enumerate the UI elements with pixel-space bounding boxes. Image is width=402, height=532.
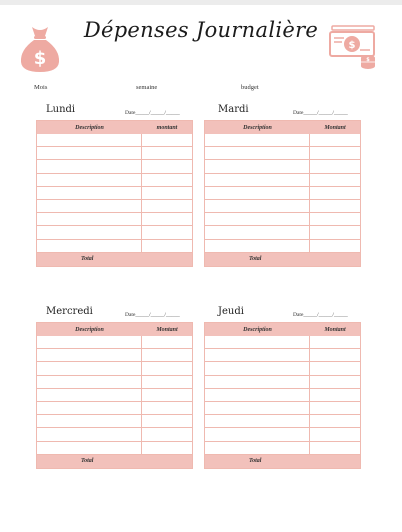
table-row[interactable] bbox=[205, 362, 360, 375]
expense-table-jeudi bbox=[204, 322, 361, 469]
table-header bbox=[205, 121, 360, 134]
table-row[interactable] bbox=[205, 147, 360, 160]
amount-header: Montant bbox=[324, 326, 346, 333]
table-row[interactable] bbox=[205, 187, 360, 200]
page-title: Dépenses Journalière bbox=[83, 18, 319, 42]
table-row[interactable] bbox=[205, 349, 360, 362]
table-row[interactable] bbox=[37, 389, 192, 402]
table-header bbox=[37, 121, 192, 134]
table-row[interactable] bbox=[205, 389, 360, 402]
total-row: Total bbox=[205, 455, 360, 468]
top-bar bbox=[0, 0, 402, 5]
svg-text:$: $ bbox=[366, 57, 370, 63]
budget-label: budget bbox=[241, 84, 259, 91]
description-header: Description bbox=[243, 326, 272, 333]
day-title-lundi: Lundi bbox=[46, 104, 76, 115]
svg-text:$: $ bbox=[33, 48, 47, 69]
expense-table-mercredi bbox=[36, 322, 193, 469]
table-row[interactable] bbox=[37, 226, 192, 239]
table-rows bbox=[205, 336, 360, 455]
table-row[interactable] bbox=[205, 226, 360, 239]
svg-text:$: $ bbox=[348, 40, 356, 51]
amount-header: montant bbox=[156, 124, 178, 131]
table-row[interactable] bbox=[37, 200, 192, 213]
amount-header: Montant bbox=[156, 326, 178, 333]
table-rows bbox=[37, 134, 192, 253]
table-row[interactable] bbox=[37, 134, 192, 147]
date-field-jeudi[interactable]: Date_____/_____/_____ bbox=[293, 312, 348, 318]
table-row[interactable] bbox=[205, 134, 360, 147]
date-field-mardi[interactable]: Date_____/_____/_____ bbox=[293, 110, 348, 116]
table-row[interactable] bbox=[37, 415, 192, 428]
table-rows bbox=[205, 134, 360, 253]
table-row[interactable] bbox=[37, 174, 192, 187]
amount-header: Montant bbox=[324, 124, 346, 131]
date-field-mercredi[interactable]: Date_____/_____/_____ bbox=[125, 312, 180, 318]
table-row[interactable] bbox=[37, 376, 192, 389]
total-row: Total bbox=[37, 253, 192, 266]
table-row[interactable] bbox=[37, 442, 192, 455]
day-title-jeudi: Jeudi bbox=[218, 306, 244, 317]
table-row[interactable] bbox=[37, 147, 192, 160]
table-header bbox=[205, 323, 360, 336]
expense-table-lundi bbox=[36, 120, 193, 267]
table-row[interactable] bbox=[205, 442, 360, 455]
table-row[interactable] bbox=[205, 200, 360, 213]
table-row[interactable] bbox=[37, 240, 192, 253]
table-row[interactable] bbox=[205, 174, 360, 187]
day-title-mercredi: Mercredi bbox=[46, 306, 93, 317]
table-row[interactable] bbox=[37, 362, 192, 375]
table-row[interactable] bbox=[205, 428, 360, 441]
table-row[interactable] bbox=[205, 213, 360, 226]
table-row[interactable] bbox=[205, 160, 360, 173]
description-header: Description bbox=[243, 124, 272, 131]
table-row[interactable] bbox=[37, 160, 192, 173]
table-row[interactable] bbox=[205, 402, 360, 415]
table-row[interactable] bbox=[37, 187, 192, 200]
table-row[interactable] bbox=[205, 336, 360, 349]
table-row[interactable] bbox=[37, 428, 192, 441]
table-rows bbox=[37, 336, 192, 455]
description-header: Description bbox=[75, 124, 104, 131]
table-row[interactable] bbox=[37, 336, 192, 349]
total-row: Total bbox=[205, 253, 360, 266]
table-row[interactable] bbox=[37, 349, 192, 362]
expense-table-mardi bbox=[204, 120, 361, 267]
week-label: semaine bbox=[136, 84, 158, 91]
date-field-lundi[interactable]: Date_____/_____/_____ bbox=[125, 110, 180, 116]
table-row[interactable] bbox=[205, 240, 360, 253]
table-row[interactable] bbox=[37, 213, 192, 226]
table-row[interactable] bbox=[205, 415, 360, 428]
table-row[interactable] bbox=[37, 402, 192, 415]
description-header: Description bbox=[75, 326, 104, 333]
day-title-mardi: Mardi bbox=[218, 104, 249, 115]
table-header bbox=[37, 323, 192, 336]
table-row[interactable] bbox=[205, 376, 360, 389]
total-row: Total bbox=[37, 455, 192, 468]
month-label: Mois bbox=[34, 84, 48, 91]
